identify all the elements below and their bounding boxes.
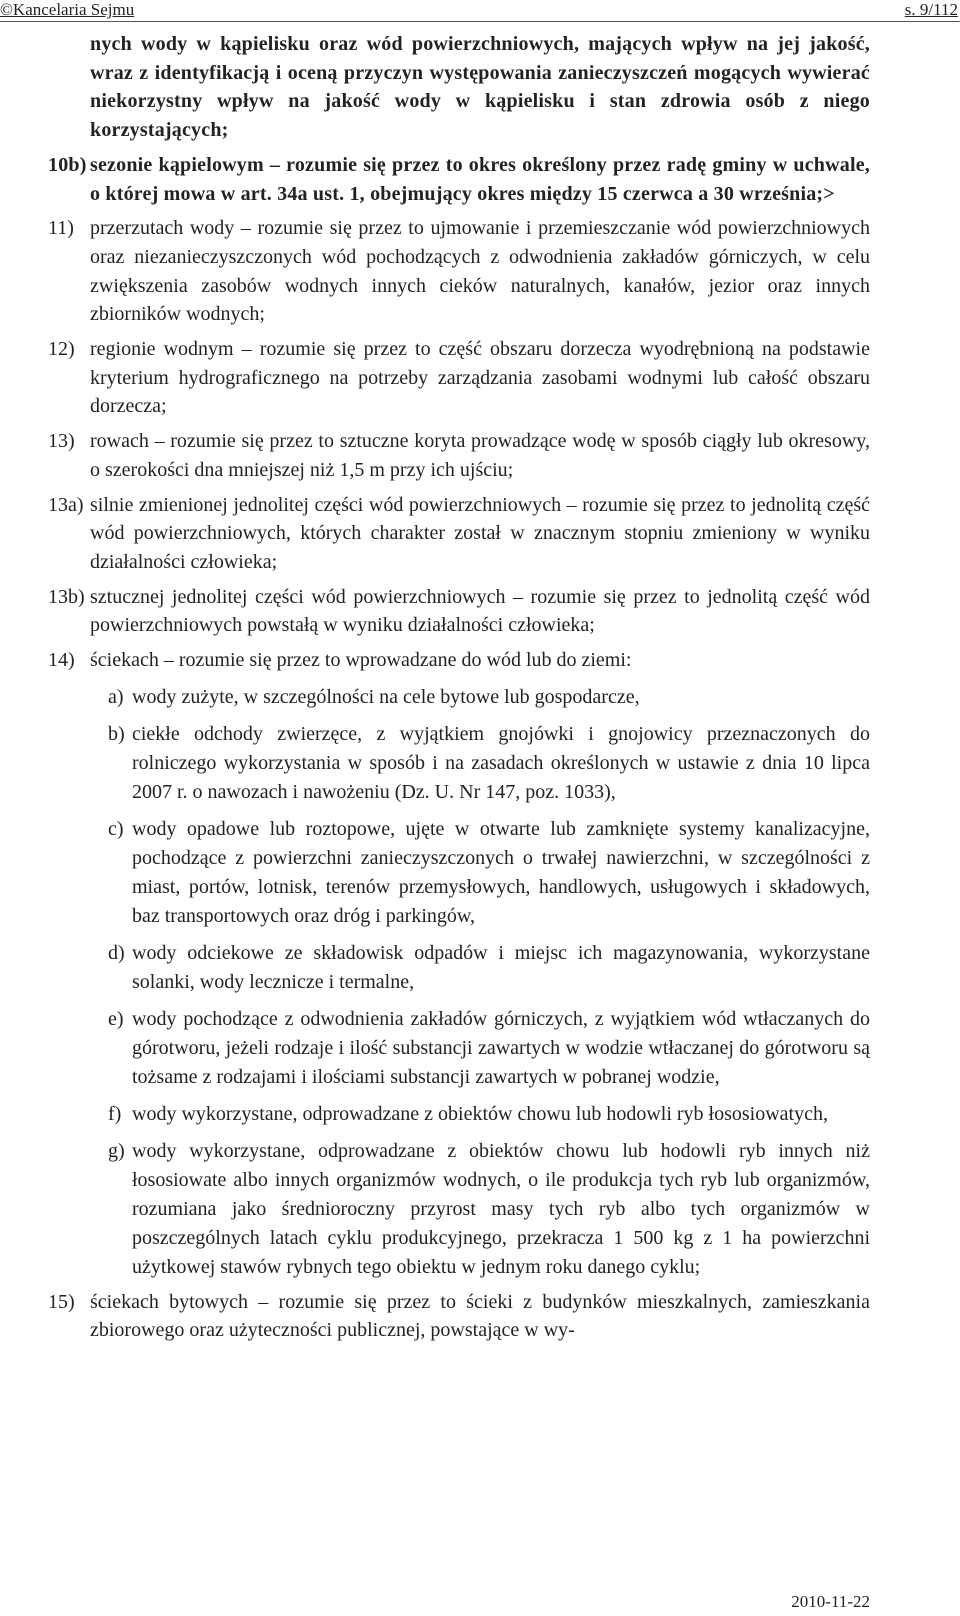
continuation-paragraph: nych wody w kąpielisku oraz wód powierzchniowych, mających wpływ na jej jakość, wraz z identyfikacją i oceną przyczyn występowania zanieczyszczeń mogących wywierać niekorzystny wpływ na jakość wody w kąpielisku i stan zdrowia osób z niego korzystających;	[90, 33, 870, 142]
page-number: s. 9/112	[904, 0, 958, 19]
subitem-d	[48, 939, 870, 997]
header-rule	[0, 21, 960, 22]
item-text: ściekach bytowych – rozumie się przez to ścieki z budynków mieszkalnych, zamieszkania zbiorowego oraz użyteczności publicznej, powstające w wy-	[90, 1290, 870, 1342]
item-text: sztucznej jednolitej części wód powierzchniowych – rozumie się przez to jednolitą część wód powierzchniowych powstałą w wyniku działalności człowieka;	[90, 585, 870, 637]
item-text: ściekach – rozumie się przez to wprowadzane do wód lub do ziemi:	[90, 649, 632, 672]
subitem-letter: f)	[108, 1102, 122, 1125]
item-10b	[48, 151, 870, 208]
item-13b	[48, 583, 870, 640]
footer-date: 2010-11-22	[791, 1592, 870, 1611]
subitem-e	[48, 1005, 870, 1092]
subitem-text: wody zużyte, w szczególności na cele bytowe lub gospodarcze,	[132, 685, 640, 708]
subitem-text: wody wykorzystane, odprowadzane z obiektów chowu lub hodowli ryb łososiowatych,	[132, 1102, 828, 1125]
subitem-f	[48, 1100, 870, 1129]
subitem-letter: g)	[108, 1139, 125, 1162]
item-number: 14)	[48, 649, 75, 672]
document-body	[48, 30, 870, 1345]
subitem-letter: c)	[108, 817, 124, 840]
subitem-letter: d)	[108, 941, 125, 964]
item-text: silnie zmienionej jednolitej części wód powierzchniowych – rozumie się przez to jednolitą część wód powierzchniowych, których charakter został w znacznym stopniu zmieniony w wyniku działalności człowieka;	[90, 493, 870, 573]
subitem-letter: e)	[108, 1007, 124, 1030]
item-14	[48, 646, 870, 675]
item-number: 13)	[48, 430, 75, 453]
subitem-c	[48, 815, 870, 931]
item-number: 11)	[48, 217, 74, 240]
item-text: rowach – rozumie się przez to sztuczne koryta prowadzące wodę w sposób ciągły lub okresowy, o szerokości dna mniejszej niż 1,5 m przy ich ujściu;	[90, 430, 870, 481]
subitem-g	[48, 1137, 870, 1282]
subitem-letter: b)	[108, 722, 125, 745]
subitem-text: wody odciekowe ze składowisk odpadów i miejsc ich magazynowania, wykorzystane solanki, wody lecznicze i termalne,	[132, 941, 870, 993]
subitem-b	[48, 720, 870, 807]
item-11	[48, 214, 870, 329]
item-text: regionie wodnym – rozumie się przez to część obszaru dorzecza wyodrębnioną na podstawie kryterium hydrograficznego na potrzeby zarządzania zasobami wodnymi lub całość obszaru dorzecza;	[90, 338, 870, 418]
subitem-a	[48, 683, 870, 712]
subitem-text: wody pochodzące z odwodnienia zakładów górniczych, z wyjątkiem wód wtłaczanych do górotworu, jeżeli rodzaje i ilość substancji zawartych w wodzie wtłaczanej do górotworu są tożsame z rodzajami i ilościami substancji zawartych w pobranej wodzie,	[132, 1007, 870, 1088]
item-12	[48, 335, 870, 421]
item-number: 15)	[48, 1290, 75, 1313]
subitem-text: wody opadowe lub roztopowe, ujęte w otwarte lub zamknięte systemy kanalizacyjne, pochodzące z powierzchni zanieczyszczonych o trwałej nawierzchni, w szczególności z miast, portów, lotnisk, terenów przemysłowych, handlowych, usługowych i składowych, baz transportowych oraz dróg i parkingów,	[132, 817, 870, 927]
item-text: przerzutach wody – rozumie się przez to ujmowanie i przemieszczanie wód powierzchniowych oraz niezanieczyszczonych wód pochodzących z odwodnienia zakładów górniczych, w celu zwiększenia zasobów wodnych innych cieków naturalnych, kanałów, jezior oraz innych zbiorników wodnych;	[90, 217, 870, 326]
item-13a	[48, 491, 870, 577]
item-number: 10b)	[48, 153, 87, 176]
item-number: 13b)	[48, 585, 85, 608]
subitem-text: wody wykorzystane, odprowadzane z obiektów chowu lub hodowli ryb innych niż łososiowate albo innych organizmów wodnych, o ile produkcja tych ryb lub organizmów, rozumiana jako średnioroczny przyrost masy tych ryb albo tych organizmów w poszczególnych latach cyklu produkcyjnego, przekracza 1 500 kg z 1 ha powierzchni użytkowej stawów rybnych tego obiektu w jednym roku danego cyklu;	[132, 1139, 870, 1278]
subitem-text: ciekłe odchody zwierzęce, z wyjątkiem gnojówki i gnojowicy przeznaczonych do rolniczego wykorzystania w sposób i na zasadach określonych w ustawie z dnia 10 lipca 2007 r. o nawozach i nawożeniu (Dz. U. Nr 147, poz. 1033),	[132, 722, 870, 803]
subitem-letter: a)	[108, 685, 124, 708]
item-number: 13a)	[48, 493, 84, 516]
item-13	[48, 427, 870, 484]
item-text: sezonie kąpielowym – rozumie się przez to okres określony przez radę gminy w uchwale, o której mowa w art. 34a ust. 1, obejmujący okres między 15 czerwca a 30 września;>	[90, 153, 870, 205]
header-source: ©Kancelaria Sejmu	[0, 0, 135, 19]
item-number: 12)	[48, 338, 75, 361]
item-15	[48, 1288, 870, 1345]
